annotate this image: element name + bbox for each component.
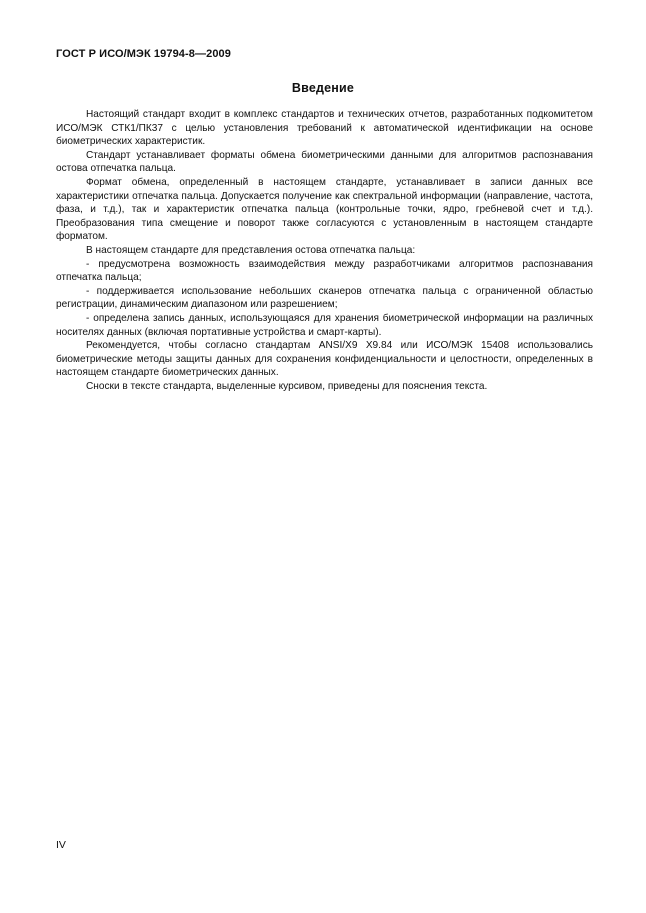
page-number: IV [56,839,66,851]
introduction-body [56,108,593,393]
paragraph-formats: Стандарт устанавливает форматы обмена биометрическими данными для алгоритмов распознавания остова отпечатка пальца. [56,149,593,175]
list-item-interoperability: - предусмотрена возможность взаимодействия между разработчиками алгоритмов распознавания отпечатка пальца; [56,258,593,284]
paragraph-footnotes: Сноски в тексте стандарта, выделенные курсивом, приведены для пояснения текста. [86,380,488,392]
paragraph-skeleton-intro: В настоящем стандарте для представления остова отпечатка пальца: [86,244,416,256]
paragraph-exchange-format: Формат обмена, определенный в настоящем стандарте, устанавливает в записи данных все характеристики отпечатка пальца. Допускается получение как спектральной информации (направление, частота, фаза, и т.д.), так и характеристик отпечатка пальца (контрольные точки, ядро, гребневой счет и т.д.). Преобразования типа смещение и поворот также согласуются с установленным в настоящем стандарте форматом. [56,176,593,243]
document-header-code: ГОСТ Р ИСО/МЭК 19794-8—2009 [56,48,231,60]
paragraph-recommendation: Рекомендуется, чтобы согласно стандартам ANSI/X9 X9.84 или ИСО/МЭК 15408 использовались биометрические методы защиты данных для сохранения конфиденциальности и целостности, определенных в настоящем стандарте биометрических данных. [56,340,593,379]
list-item-small-scanners: - поддерживается использование небольших сканеров отпечатка пальца с ограниченной областью регистрации, динамическим диапазоном или разрешением; [56,285,593,311]
list-item-data-record: - определена запись данных, использующаяся для хранения биометрической информации на различных носителях данных (включая портативные устройства и смарт-карты). [56,312,593,338]
paragraph-scope: Настоящий стандарт входит в комплекс стандартов и технических отчетов, разработанных подкомитетом ИСО/МЭК СТК1/ПК37 с целью установления требований к автоматической идентификации на основе биометрических характеристик. [56,109,593,148]
section-title: Введение [291,81,355,95]
